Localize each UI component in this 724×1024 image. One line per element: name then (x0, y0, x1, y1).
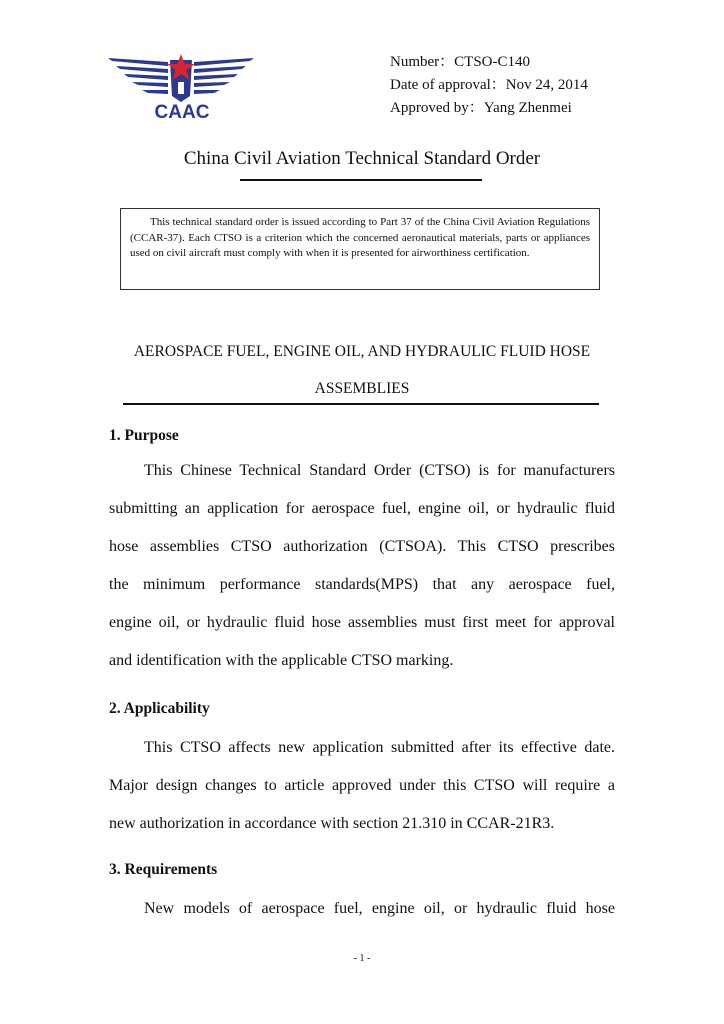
ctso-number: Number：CTSO-C140 (390, 54, 530, 70)
subject-line-2: ASSEMBLIES (314, 380, 410, 397)
document-meta (390, 51, 588, 120)
section-heading-applicability: 2. Applicability (109, 700, 210, 717)
body-line: the minimum performance standards(MPS) that any aerospace fuel, (109, 576, 615, 593)
section-body-requirements (109, 890, 615, 928)
section-heading-requirements: 3. Requirements (109, 861, 218, 878)
caac-logo (106, 52, 256, 122)
section-heading-purpose: 1. Purpose (109, 427, 179, 444)
body-line: This Chinese Technical Standard Order (CTSO) is for manufacturers (144, 462, 615, 479)
caac-wings-emblem (106, 52, 256, 122)
body-line: engine oil, or hydraulic fluid hose assemblies must first meet for approval (109, 614, 615, 631)
subject-rule (123, 403, 599, 405)
page-number: - 1 - (353, 953, 371, 964)
approved-by: Approved by：Yang Zhenmei (390, 100, 572, 116)
title-rule (240, 179, 482, 181)
approval-date: Date of approval：Nov 24, 2014 (390, 77, 588, 93)
section-body-purpose (109, 452, 615, 680)
body-line: New models of aerospace fuel, engine oil, or hydraulic fluid hose (144, 900, 615, 917)
body-line: Major design changes to article approved under this CTSO will require a (109, 777, 615, 794)
notice-box (120, 208, 600, 290)
body-line: hose assemblies CTSO authorization (CTSOA). This CTSO prescribes (109, 538, 615, 555)
document-title: China Civil Aviation Technical Standard Order (183, 148, 541, 169)
notice-text: This technical standard order is issued according to Part 37 of the China Civil Aviation Regulations (CCAR-37). Each CTSO is a criterion which the concerned aeronautical materials, parts or appliances used on civil aircraft must comply with when it is presented for airworthiness certification. (130, 216, 590, 259)
body-line: submitting an application for aerospace fuel, engine oil, or hydraulic fluid (109, 500, 615, 517)
section-body-applicability (109, 729, 615, 843)
body-line: This CTSO affects new application submitted after its effective date. (144, 739, 615, 756)
subject-line-1: AEROSPACE FUEL, ENGINE OIL, AND HYDRAULIC FLUID HOSE (133, 343, 591, 360)
body-line: and identification with the applicable CTSO marking. (109, 652, 454, 669)
body-line: new authorization in accordance with section 21.310 in CCAR-21R3. (109, 815, 555, 832)
logo-text: CAAC (154, 102, 210, 122)
